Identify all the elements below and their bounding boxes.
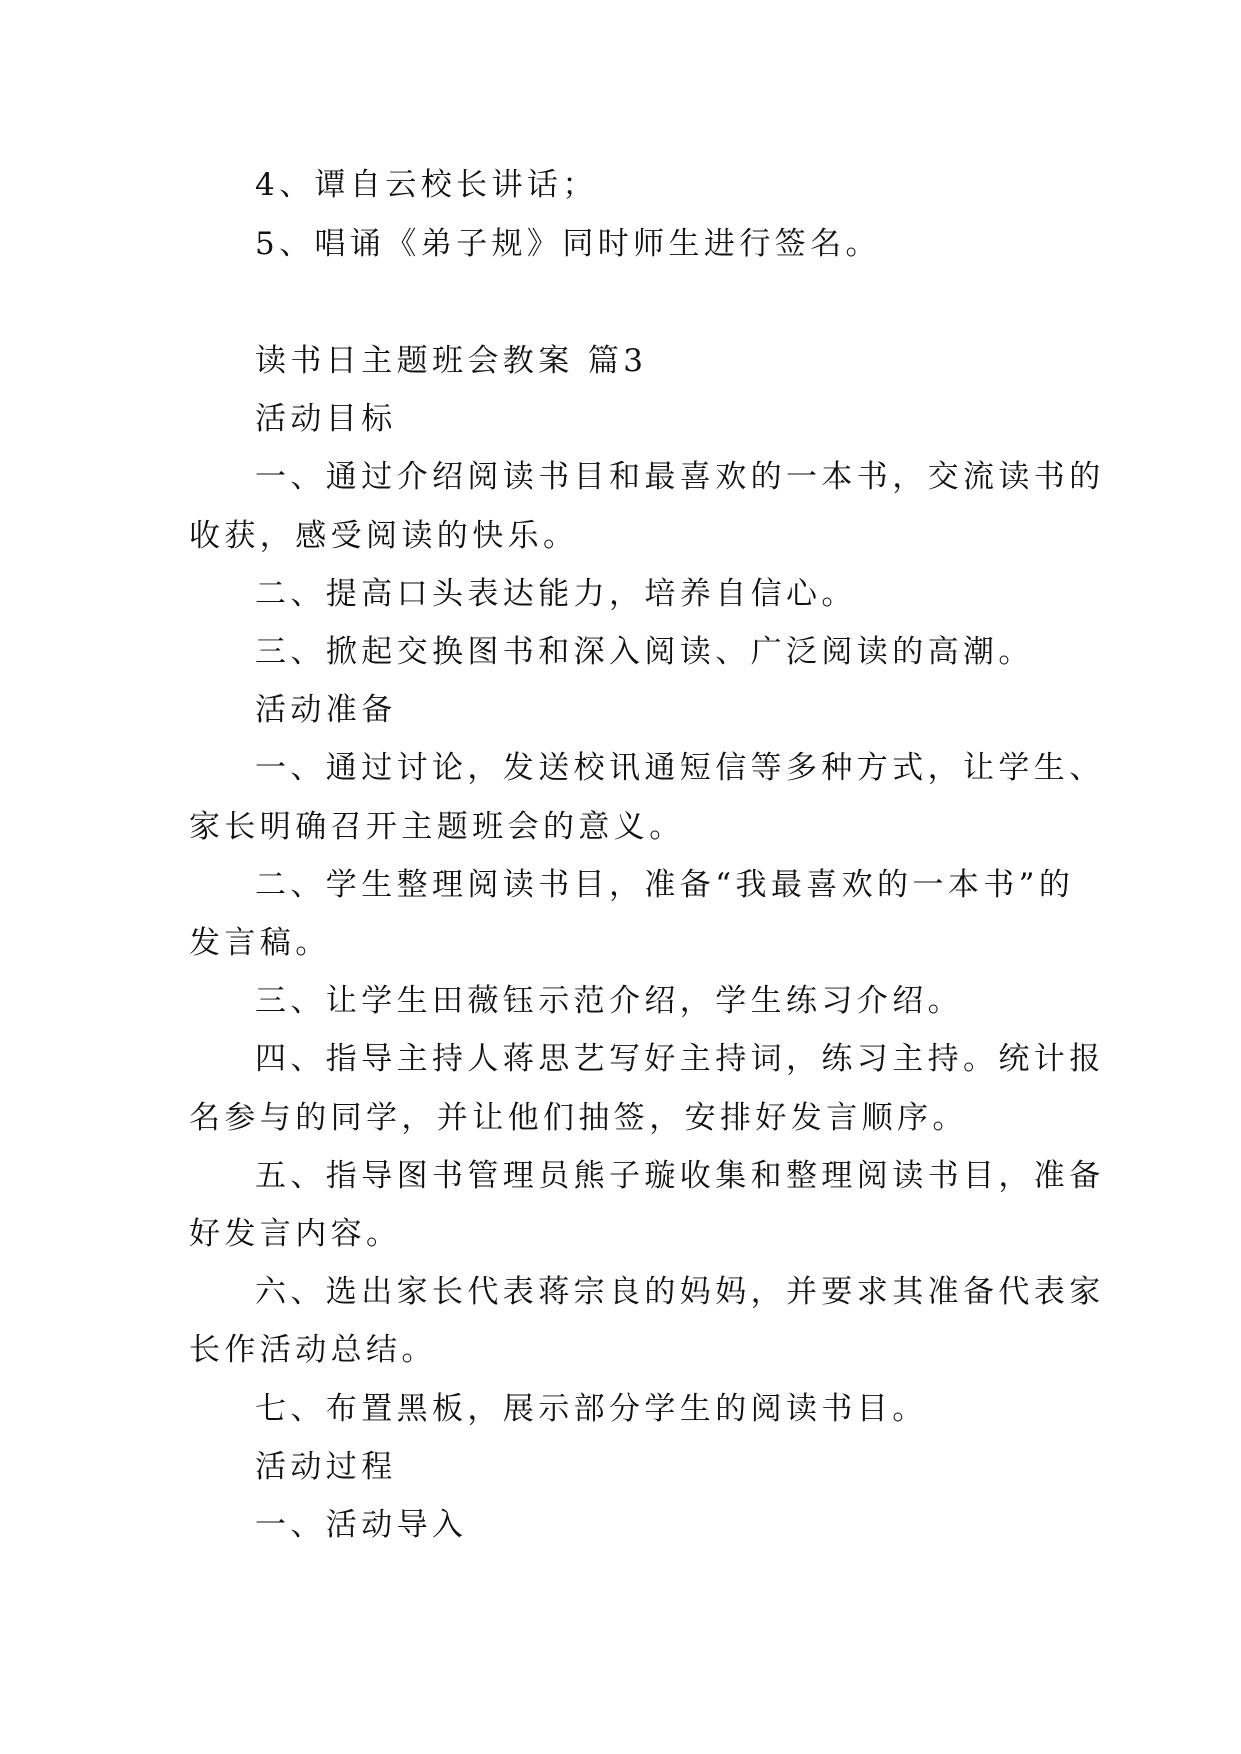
- paragraph-line: 六、选出家长代表蒋宗良的妈妈，并要求其准备代表家: [255, 1274, 1105, 1310]
- paragraph-line: 四、指导主持人蒋思艺写好主持词，练习主持。统计报: [255, 1041, 1105, 1077]
- list-item-speech: 4、谭自云校长讲话；: [255, 167, 598, 203]
- list-item-recitation: 5、唱诵《弟子规》同时师生进行签名。: [255, 226, 881, 262]
- paragraph-line: 好发言内容。: [189, 1216, 402, 1252]
- paragraph-line: 一、通过讨论，发送校讯通短信等多种方式，让学生、: [255, 750, 1105, 786]
- paragraph-line: 二、提高口头表达能力，培养自信心。: [255, 576, 857, 612]
- paragraph-line: 二、学生整理阅读书目，准备“我最喜欢的一本书”的: [255, 867, 1075, 903]
- section-heading: 读书日主题班会教案 篇3: [255, 343, 648, 379]
- subheading-preparation: 活动准备: [255, 692, 397, 728]
- paragraph-line: 三、掀起交换图书和深入阅读、广泛阅读的高潮。: [255, 634, 1034, 670]
- subheading-process: 活动过程: [255, 1449, 397, 1485]
- paragraph-line: 收获，感受阅读的快乐。: [189, 518, 579, 554]
- paragraph-line: 一、活动导入: [255, 1507, 468, 1543]
- subheading-goals: 活动目标: [255, 401, 397, 437]
- paragraph-line: 发言稿。: [189, 925, 331, 961]
- paragraph-line: 名参与的同学，并让他们抽签，安排好发言顺序。: [189, 1100, 968, 1136]
- paragraph-line: 七、布置黑板，展示部分学生的阅读书目。: [255, 1391, 928, 1427]
- paragraph-line: 家长明确召开主题班会的意义。: [189, 809, 685, 845]
- paragraph-line: 一、通过介绍阅读书目和最喜欢的一本书，交流读书的: [255, 459, 1105, 495]
- paragraph-line: 长作活动总结。: [189, 1332, 437, 1368]
- paragraph-line: 三、让学生田薇钰示范介绍，学生练习介绍。: [255, 983, 963, 1019]
- paragraph-line: 五、指导图书管理员熊子璇收集和整理阅读书目，准备: [255, 1158, 1105, 1194]
